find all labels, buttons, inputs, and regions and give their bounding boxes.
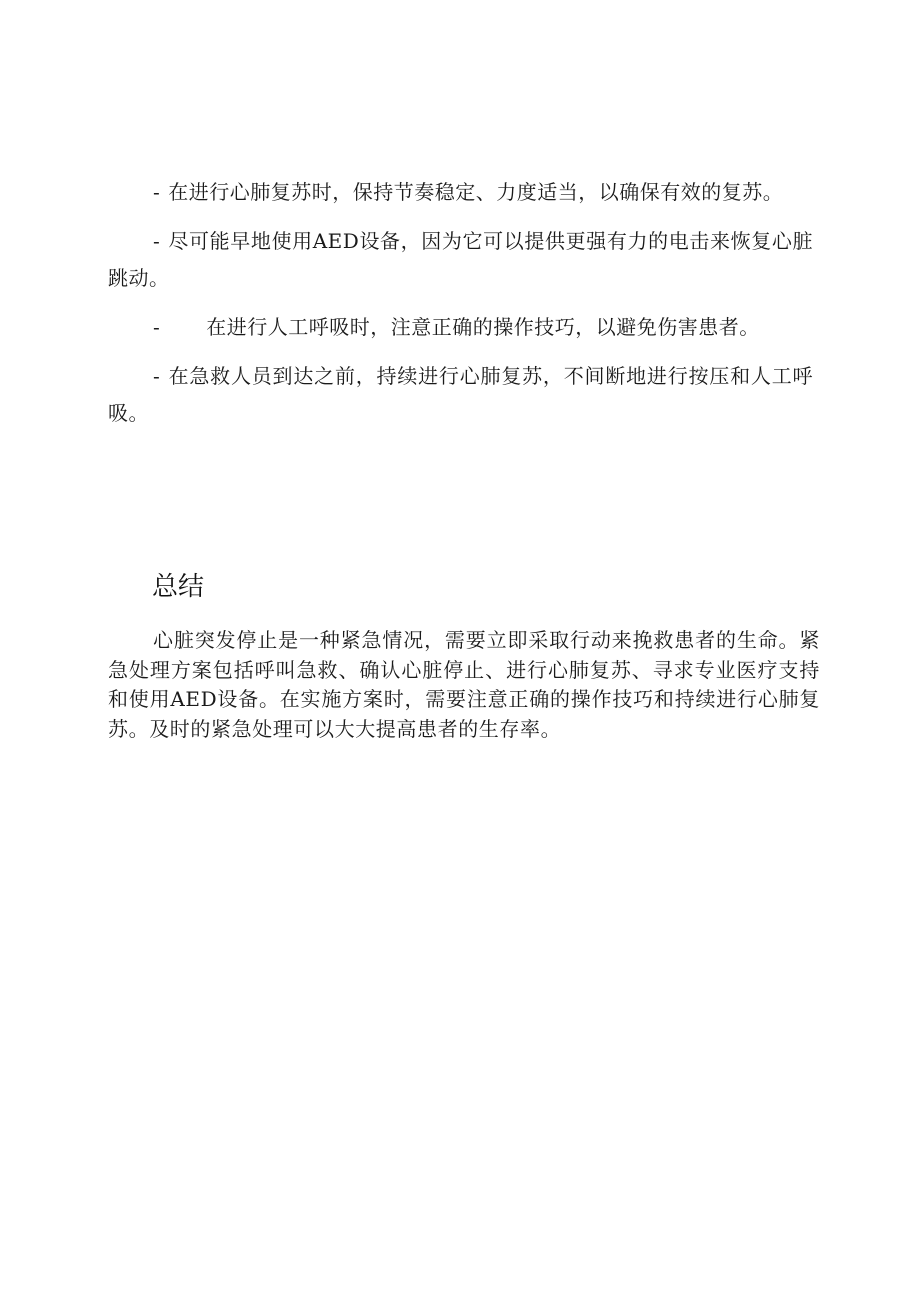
summary-heading: 总结 <box>152 572 205 602</box>
tip-item <box>108 223 813 297</box>
tip-text: 在急救人员到达之前，持续进行心肺复苏，不间断地进行按压和人工呼吸。 <box>108 364 813 425</box>
tip-item <box>108 174 813 211</box>
tip-text: 在进行心肺复苏时，保持节奏稳定、力度适当，以确保有效的复苏。 <box>168 180 784 204</box>
tip-dash: - <box>153 229 161 253</box>
tip-dash: - <box>153 180 161 204</box>
tip-text: 在进行人工呼吸时，注意正确的操作技巧，以避免伤害患者。 <box>206 315 760 339</box>
summary-paragraph: 心脏突发停止是一种紧急情况，需要立即采取行动来挽救患者的生命。紧急处理方案包括呼叫急救、确认心脏停止、进行心肺复苏、寻求专业医疗支持和使用AED设备。在实施方案时，需要注意正确的操作技巧和持续进行心肺复苏。及时的紧急处理可以大大提高患者的生存率。 <box>108 628 820 741</box>
tips-list <box>108 174 813 432</box>
tip-item <box>108 309 813 346</box>
tip-dash: - <box>153 364 161 388</box>
tip-text: 尽可能早地使用AED设备，因为它可以提供更强有力的电击来恢复心脏跳动。 <box>108 229 813 290</box>
tip-dash: - <box>153 315 161 339</box>
tip-item <box>108 358 813 432</box>
